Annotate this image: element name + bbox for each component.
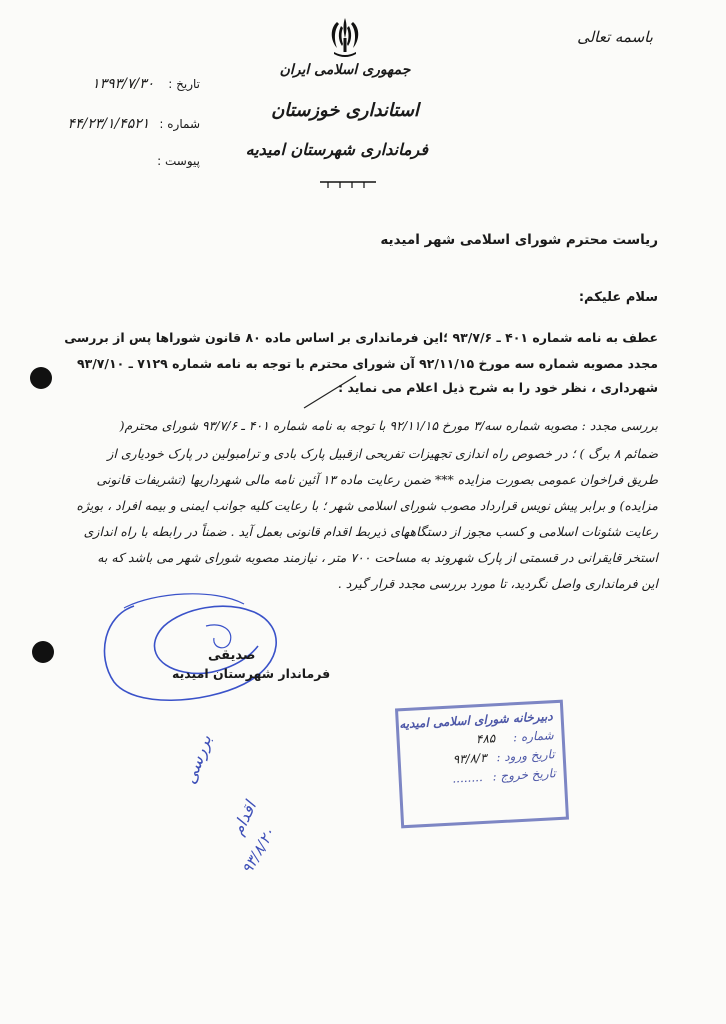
intro-line-2: مجدد مصوبه شماره سه مورخ ۹۲/۱۱/۱۵ آن شورای محترم با توجه به نامه شماره ۷۱۲۹ ـ ۹۳/۷/۱۰ — [76, 356, 658, 371]
header-country: جمهوری اسلامی ایران — [279, 62, 411, 78]
number-row — [60, 116, 200, 132]
secretariat-stamp — [395, 700, 569, 829]
number-value: ۴۴/۲۳/۱/۴۵۲۱ — [67, 116, 150, 132]
date-label: تاریخ : — [168, 77, 200, 91]
body-line-1: بررسی مجدد : مصوبه شماره سه/۳ مورخ ۹۲/۱۱/۱۵ با توجه به نامه شماره ۴۰۱ ـ ۹۳/۷/۶ شورای محترم( — [119, 418, 658, 433]
signature-scribble-icon — [94, 586, 294, 710]
body-line-5: رعایت شئونات اسلامی و کسب مجوز از دستگاههای ذیربط اقدام قانونی بعمل آید . ضمناً در رابطه با راه اندازی — [83, 524, 658, 539]
pen-mark-icon — [300, 372, 360, 412]
body-line-6: استخر قایقرانی در قسمتی از پارک شهروند به مساحت ۷۰۰ متر ، نیازمند مصوبه شورای شهر می باشد که به — [97, 550, 658, 565]
stamp-number-value: ۴۸۵ — [475, 731, 496, 747]
header-province: استانداری خوزستان — [271, 100, 419, 121]
signatory-title: فرماندار شهرستان امیدیه — [172, 666, 331, 681]
invocation-text: باسمه تعالی — [577, 28, 653, 46]
stamp-exit-label: تاریخ خروج : — [492, 766, 556, 784]
greeting: سلام علیکم: — [578, 290, 658, 305]
attachment-row — [60, 154, 200, 169]
attachment-label: پیوست : — [157, 154, 200, 168]
note-line-1: بررسی — [180, 732, 217, 787]
number-label: شماره : — [159, 117, 200, 131]
addressee: ریاست محترم شورای اسلامی شهر امیدیه — [380, 232, 658, 248]
punch-hole-top — [30, 367, 52, 389]
intro-line-3: شهرداری ، نظر خود را به شرح ذیل اعلام می نماید : — [338, 380, 658, 395]
punch-hole-bottom — [32, 641, 54, 663]
date-row — [60, 76, 200, 92]
body-line-3: طریق فراخوان عمومی بصورت مزایده *** ضمن رعایت ماده ۱۳ آئین نامه مالی شهرداریها (تشریفات قانونی — [96, 472, 658, 487]
stamp-number-label: شماره : — [512, 728, 554, 745]
body-line-4: مزایده) و برابر پیش نویس قرارداد مصوب شورای اسلامی شهر ؛ با رعایت کلیه جوانب ایمنی و بیمه افراد ، بویژه — [76, 498, 658, 513]
body-line-2: ضمائم ۸ برگ ) ؛ در خصوص راه اندازی تجهیزات تفریحی ازقبیل پارک بادی و ترامبولین در پارک خودیاری از — [107, 446, 658, 461]
intro-line-1: عطف به نامه شماره ۴۰۱ ـ ۹۳/۷/۶ ؛این فرمانداری بر اساس ماده ۸۰ قانون شوراها پس از بررسی — [64, 330, 658, 345]
note-line-3: ۹۳/۸/۲۰ — [238, 824, 279, 877]
signatory-name: صدیقی — [208, 648, 256, 663]
note-line-2: اقدام — [228, 798, 260, 839]
stamp-entry-value: ۹۳/۸/۳ — [452, 750, 487, 767]
date-value: ۱۳۹۳/۷/۳۰ — [92, 76, 155, 92]
body-line-7: این فرمانداری واصل نگردید، تا مورد بررسی مجدد قرار گیرد . — [337, 576, 658, 591]
iran-emblem-icon — [322, 14, 368, 60]
stamp-exit-value: ........ — [451, 769, 484, 786]
stamp-entry-label: تاریخ ورود : — [496, 747, 555, 765]
header-governorate: فرمانداری شهرستان امیدیه — [245, 140, 428, 159]
header-underline-flourish — [318, 178, 380, 190]
stamp-title: دبیرخانه شورای اسلامی امیدیه — [398, 709, 553, 732]
